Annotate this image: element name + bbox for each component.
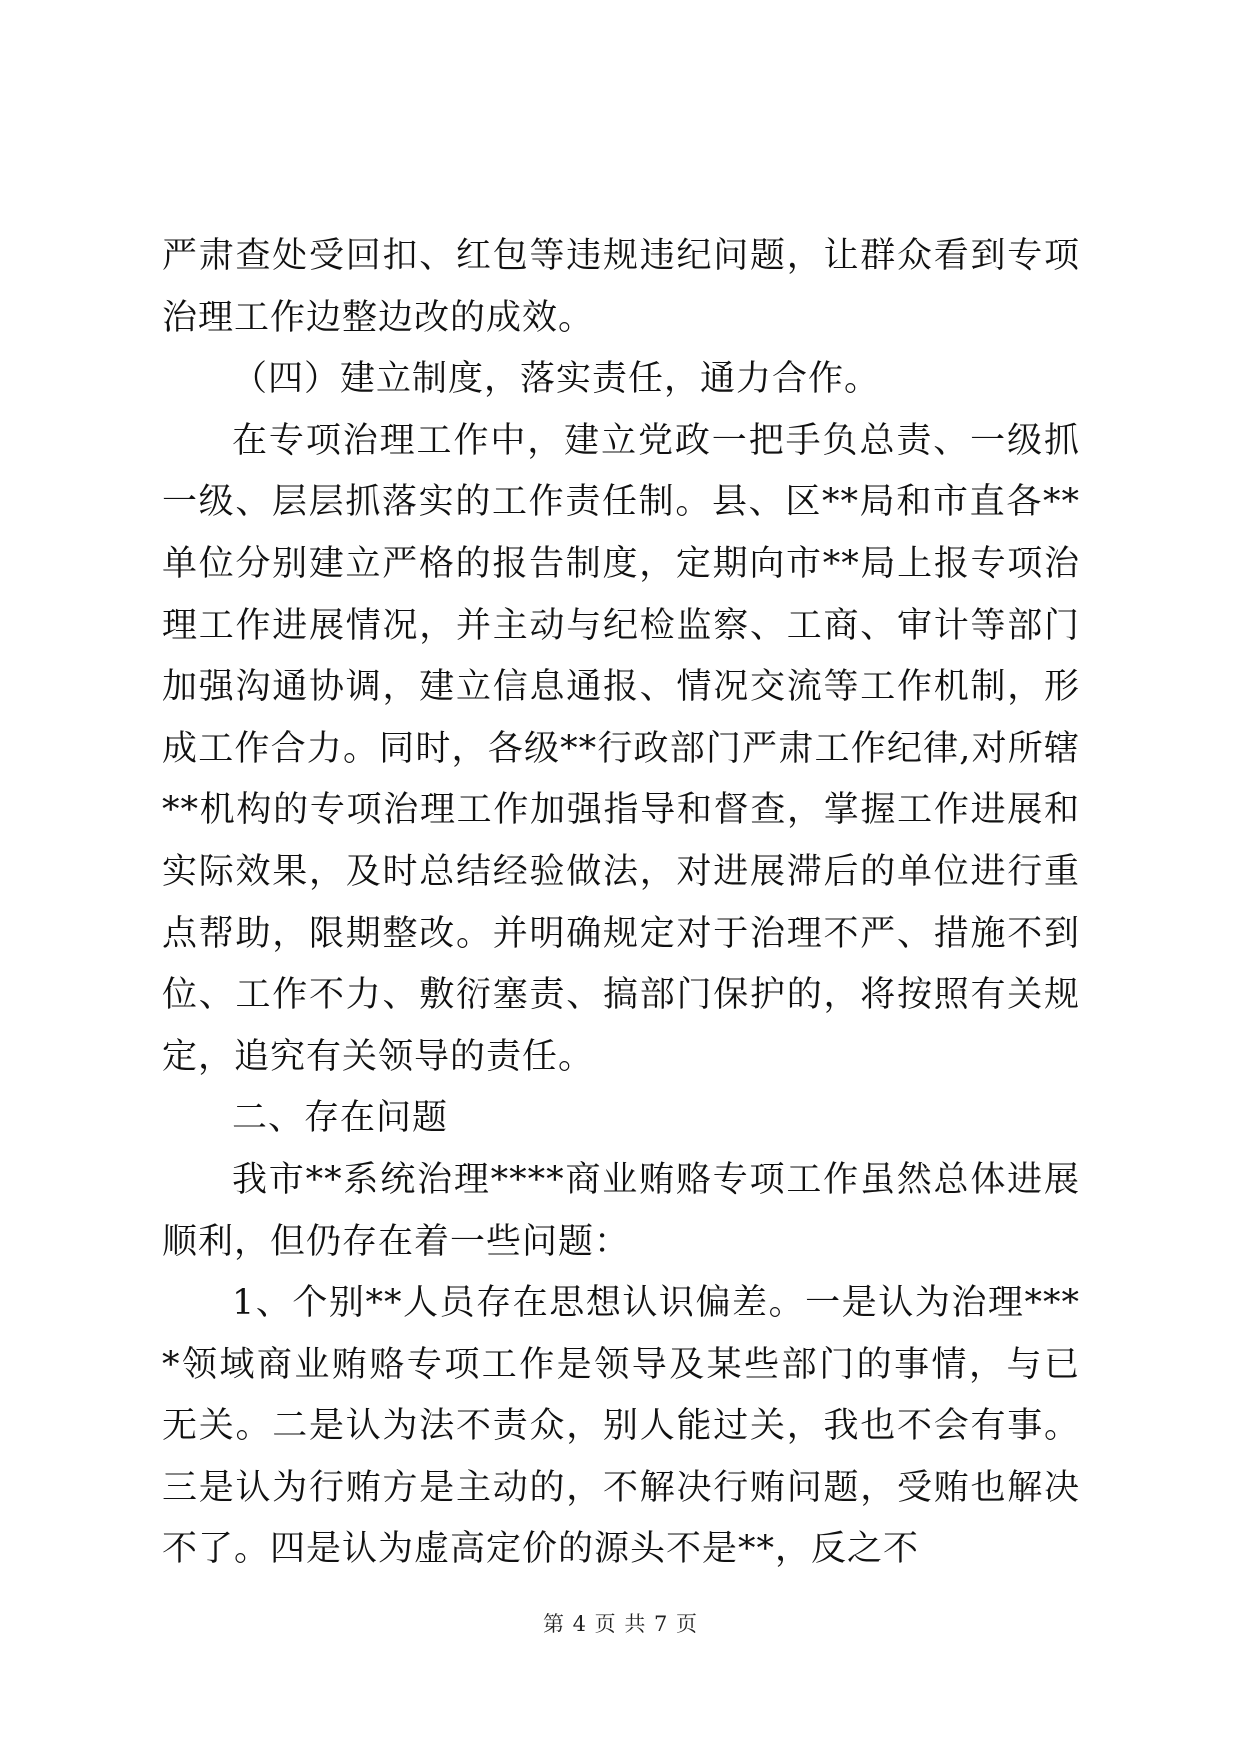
section-heading: （四）建立制度，落实责任，通力合作。 — [232, 359, 881, 400]
paragraph: 1、个别**人员存在思想认识偏差。一是认为治理****领域商业贿赂专项工作是领导及某些部门的事情，与已无关。二是认为法不责众，别人能过关，我也不会有事。三是认为行贿方是主动的，不解决行贿问题，受贿也解决不了。四是认为虚高定价的源头不是**，反之不 — [162, 1283, 1080, 1570]
document-body — [162, 226, 1080, 1581]
section-heading: 二、存在问题 — [232, 1098, 449, 1139]
paragraph: 严肃查处受回扣、红包等违规违纪问题，让群众看到专项治理工作边整边改的成效。 — [162, 236, 1080, 338]
paragraph: 我市**系统治理****商业贿赂专项工作虽然总体进展顺利，但仍存在着一些问题： — [162, 1159, 1080, 1262]
paragraph: 在专项治理工作中，建立党政一把手负总责、一级抓一级、层层抓落实的工作责任制。县、区**局和市直各**单位分别建立严格的报告制度，定期向市**局上报专项治理工作进展情况，并主动与纪检监察、工商、审计等部门加强沟通协调，建立信息通报、情况交流等工作机制，形成工作合力。同时，各级**行政部门严肃工作纪律,对所辖**机构的专项治理工作加强指导和督查，掌握工作进展和实际效果，及时总结经验做法，对进展滞后的单位进行重点帮助，限期整改。并明确规定对于治理不严、措施不到位、工作不力、敷衍塞责、搞部门保护的，将按照有关规定，追究有关领导的责任。 — [162, 420, 1080, 1077]
page-number-footer: 第 4 页 共 7 页 — [542, 1612, 699, 1636]
